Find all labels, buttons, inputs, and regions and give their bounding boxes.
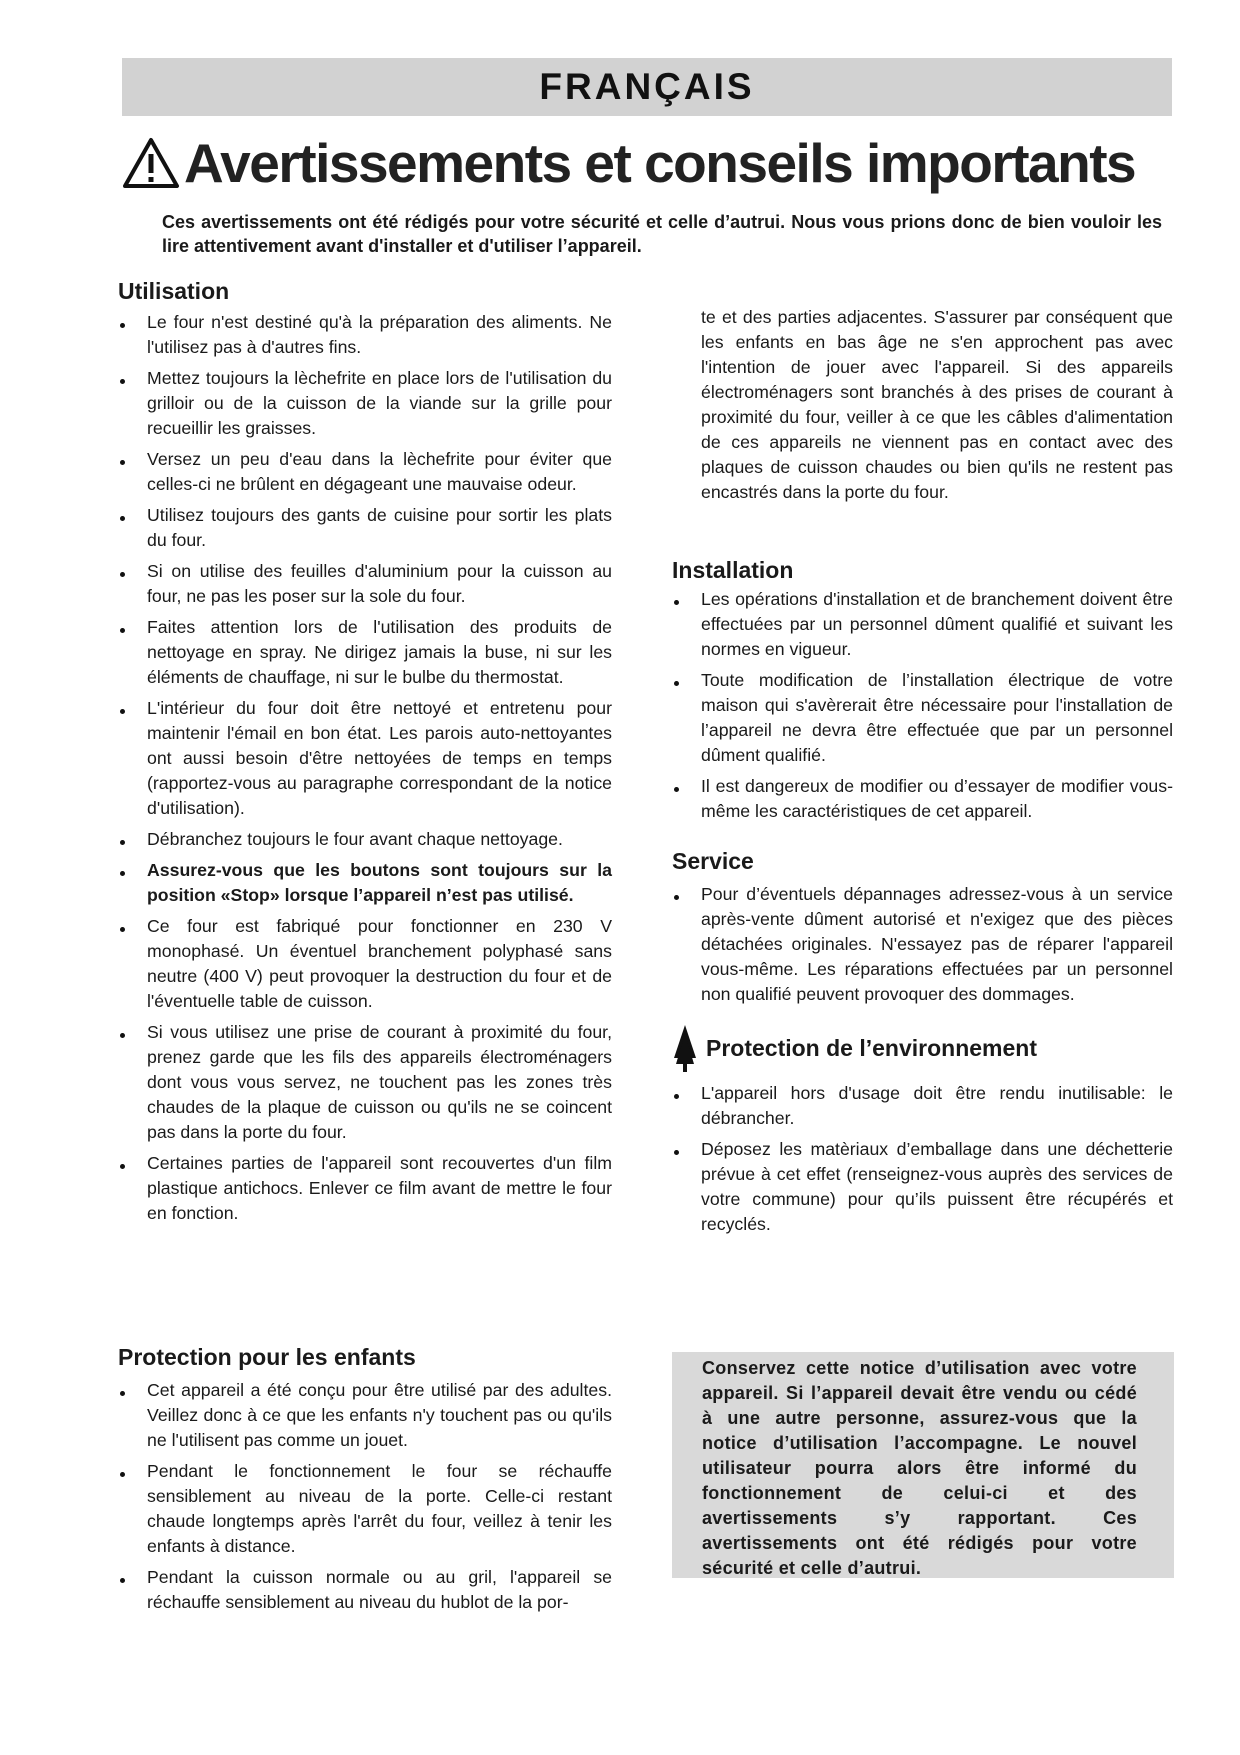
- notice-box: [672, 1352, 1174, 1578]
- language-banner: [122, 58, 1172, 116]
- list-item: Mettez toujours la lèchefrite en place lors de l'utilisation du grilloir ou de la cuisson de la viande sur la grille pour recueillir les graisses.: [118, 366, 612, 441]
- service-list: [672, 882, 1173, 1007]
- list-item: Ce four est fabriqué pour fonctionner en 230 V monophasé. Un éventuel branchement polyphasé sans neutre (400 V) peut provoquer la destruction du four et de l'éventuelle table de cuisson.: [118, 914, 612, 1014]
- list-item: Faites attention lors de l'utilisation des produits de nettoyage en spray. Ne dirigez jamais la buse, ni sur les éléments de chauffage, ni sur le bulbe du thermostat.: [118, 615, 612, 690]
- section-enfants: [118, 1340, 612, 1621]
- section-utilisation: [118, 274, 612, 1232]
- list-item: Pendant la cuisson normale ou au gril, l'appareil se réchauffe sensiblement au niveau du hublot de la por-: [118, 1565, 612, 1615]
- list-item: Versez un peu d'eau dans la lèchefrite pour éviter que celles-ci ne brûlent en dégageant une mauvaise odeur.: [118, 447, 612, 497]
- installation-list: [672, 587, 1173, 824]
- page-title: Avertissements et conseils importants: [184, 132, 1136, 194]
- list-item: Utilisez toujours des gants de cuisine pour sortir les plats du four.: [118, 503, 612, 553]
- page-title-row: [122, 128, 1182, 198]
- list-item: Si vous utilisez une prise de courant à proximité du four, prenez garde que les fils des appareils électroménagers dont vous vous servez, ne touchent pas les zones très chaudes de la plaque de cuisson ou qu'ils ne se coincent pas dans la porte du four.: [118, 1020, 612, 1145]
- list-item: Déposez les matèriaux d’emballage dans une déchetterie prévue à cet effet (renseignez-vous auprès des services de votre commune) pour qu’ils puissent être récupérés et recyclés.: [672, 1137, 1173, 1237]
- warning-icon: [122, 137, 180, 189]
- list-item: Assurez-vous que les boutons sont toujours sur la position «Stop» lorsque l’appareil n’est pas utilisé.: [118, 858, 612, 908]
- environment-heading-row: [672, 1025, 1173, 1071]
- section-heading: Utilisation: [118, 278, 230, 304]
- list-item: L'intérieur du four doit être nettoyé et entretenu pour maintenir l'émail en bon état. Les parois auto-nettoyantes ont aussi besoin d'être nettoyées de temps en temps (rapportez-vous au paragraphe correspondant de la notice d'utilisation).: [118, 696, 612, 821]
- list-item: Le four n'est destiné qu'à la préparation des aliments. Ne l'utilisez pas à d'autres fins.: [118, 310, 612, 360]
- list-item: L'appareil hors d'usage doit être rendu inutilisable: le débrancher.: [672, 1081, 1173, 1131]
- environnement-list: [672, 1081, 1173, 1237]
- utilisation-list: [118, 310, 612, 1226]
- notice-text: Conservez cette notice d’utilisation avec votre appareil. Si l’appareil devait être vendu ou cédé à une autre personne, assurez-vous que la notice d’utilisation l’accompagne. Le nouvel utilisateur pourra alors être informé du fonctionnement de celui-ci et des avertissements s’y rapportant. Ces avertissements ont été rédigés pour votre sécurité et celle d’autrui.: [702, 1358, 1137, 1578]
- language-label: FRANÇAIS: [539, 66, 755, 107]
- list-item: Cet appareil a été conçu pour être utilisé par des adultes. Veillez donc à ce que les enfants n'y touchent pas ou qu'ils ne l'utilisent pas comme un jouet.: [118, 1378, 612, 1453]
- list-item: Pendant le fonctionnement le four se réchauffe sensiblement au niveau de la porte. Celle-ci restant chaude longtemps après l'arrêt du four, veillez à tenir les enfants à distance.: [118, 1459, 612, 1559]
- list-item: Il est dangereux de modifier ou d’essayer de modifier vous-même les caractéristiques de cet appareil.: [672, 774, 1173, 824]
- list-item: Toute modification de l’installation électrique de votre maison qui s'avèrerait être nécessaire pour l'installation de l’appareil ne devra être effectuée que par un personnel dûment qualifié.: [672, 668, 1173, 768]
- intro-text: Ces avertissements ont été rédigés pour votre sécurité et celle d’autrui. Nous vous prions donc de bien vouloir les lire attentivement avant d'installer et d'utiliser l’appareil.: [162, 212, 1162, 256]
- list-item: Débranchez toujours le four avant chaque nettoyage.: [118, 827, 612, 852]
- right-column: [672, 305, 1173, 1243]
- list-item: Si on utilise des feuilles d'aluminium pour la cuisson au four, ne pas les poser sur la sole du four.: [118, 559, 612, 609]
- section-heading: Protection pour les enfants: [118, 1344, 416, 1370]
- section-heading-environnement: Protection de l’environnement: [706, 1035, 1037, 1061]
- enfants-list: [118, 1378, 612, 1615]
- section-heading-service: Service: [672, 848, 754, 874]
- list-item: Certaines parties de l'appareil sont recouvertes d'un film plastique antichocs. Enlever ce film avant de mettre le four en fonction.: [118, 1151, 612, 1226]
- list-item: Les opérations d'installation et de branchement doivent être effectuées par un personnel dûment qualifié et suivant les normes en vigueur.: [672, 587, 1173, 662]
- list-item: Pour d’éventuels dépannages adressez-vous à un service après-vente dûment autorisé et n'exigez que des pièces détachées originales. N'essayez pas de réparer l'appareil vous-même. Les réparations effectuées par un personnel non qualifié peuvent provoquer des dommages.: [672, 882, 1173, 1007]
- enfants-continuation: te et des parties adjacentes. S'assurer par conséquent que les enfants en bas âge ne s'en approchent pas avec l'intention de jouer avec l'appareil. Si des appareils électroménagers sont branchés à des prises de courant à proximité du four, veiller à ce que les câbles d'alimentation de ces appareils ne viennent pas en contact avec des plaques de cuisson chaudes ou bien qu'ils ne restent pas encastrés dans la porte du four.: [701, 307, 1173, 502]
- section-heading-installation: Installation: [672, 557, 794, 583]
- tree-icon: [672, 1024, 698, 1072]
